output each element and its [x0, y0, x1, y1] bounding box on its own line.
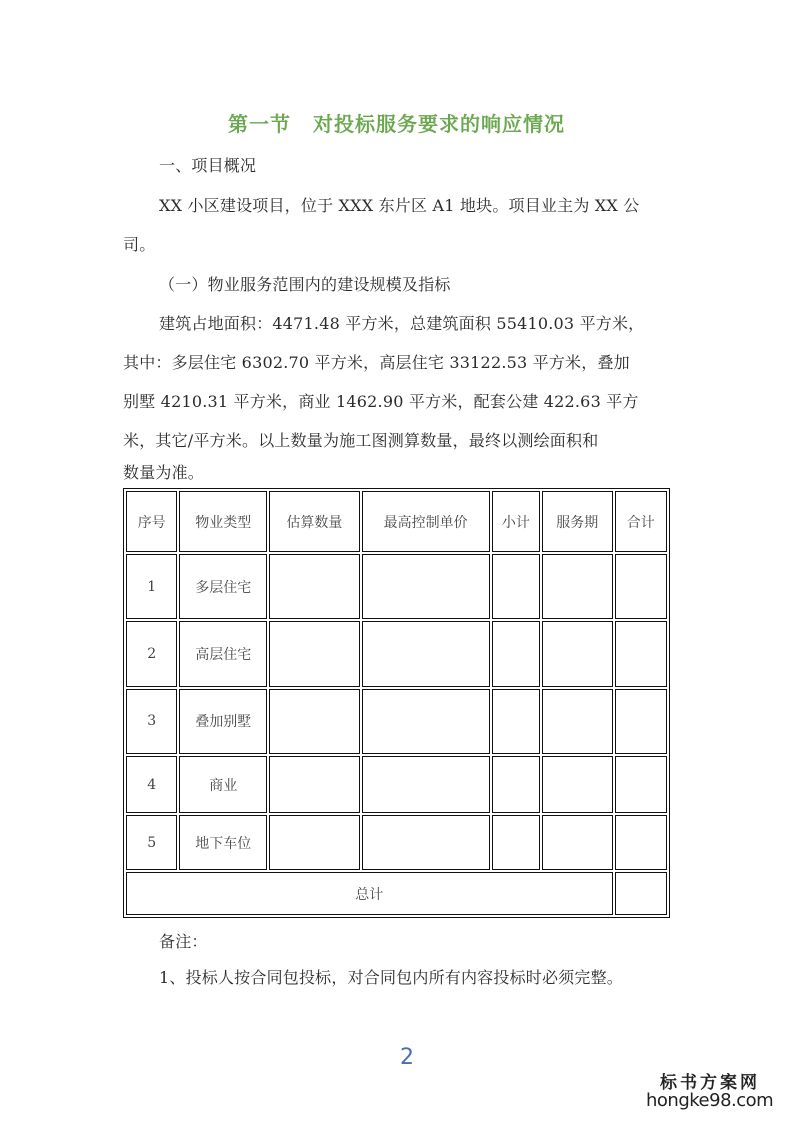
estimated-quantity-cell [269, 554, 360, 619]
row-number: 3 [126, 689, 177, 754]
total-cell [615, 621, 667, 686]
page-number: 2 [400, 1045, 414, 1070]
intro-line-1: XX 小区建设项目，位于 XXX 东片区 A1 地块。项目业主为 XX 公 [159, 196, 640, 215]
scale-line-4: 米，其它/平方米。以上数量为施工图测算数量，最终以测绘面积和 [123, 431, 599, 450]
subtotal-cell [492, 756, 540, 813]
estimated-quantity-cell [269, 621, 360, 686]
intro-line-2: 司。 [123, 235, 156, 254]
header-cell: 服务期 [542, 491, 613, 552]
row-number: 5 [126, 815, 177, 870]
table-row [126, 756, 667, 813]
property-type: 地下车位 [179, 815, 267, 870]
table-header-row [126, 491, 667, 552]
property-type: 多层住宅 [179, 554, 267, 619]
notes-label: 备注： [159, 932, 208, 951]
service-period-cell [542, 554, 613, 619]
estimated-quantity-cell [269, 756, 360, 813]
max-unit-price-cell [362, 689, 490, 754]
heading-project-overview: 一、项目概况 [159, 156, 257, 175]
subtotal-cell [492, 689, 540, 754]
total-cell [615, 815, 667, 870]
section-heading: 对投标服务要求的响应情况 [313, 112, 565, 136]
section-number: 第一节 [228, 112, 291, 136]
header-cell: 最高控制单价 [362, 491, 490, 552]
scale-line-5: 数量为准。 [123, 463, 205, 482]
total-cell [615, 756, 667, 813]
subtotal-cell [492, 815, 540, 870]
table-row [126, 815, 667, 870]
scale-line-1: 建筑占地面积：4471.48 平方米，总建筑面积 55410.03 平方米， [159, 314, 645, 333]
scale-line-2: 其中：多层住宅 6302.70 平方米，高层住宅 33122.53 平方米，叠加 [123, 353, 630, 372]
row-number: 4 [126, 756, 177, 813]
service-period-cell [542, 756, 613, 813]
header-cell: 序号 [126, 491, 177, 552]
estimated-quantity-cell [269, 815, 360, 870]
grand-total-cell [615, 872, 667, 915]
total-label: 总计 [126, 872, 613, 915]
pricing-table [123, 488, 670, 918]
service-period-cell [542, 815, 613, 870]
total-cell [615, 689, 667, 754]
watermark-logo-text: 标书方案网 [660, 1073, 760, 1093]
subheading-scale: （一）物业服务范围内的建设规模及指标 [159, 275, 451, 294]
header-cell: 小计 [492, 491, 540, 552]
watermark-url: hongke98.com [646, 1090, 774, 1111]
table-row [126, 554, 667, 619]
property-type: 高层住宅 [179, 621, 267, 686]
scale-line-3: 别墅 4210.31 平方米，商业 1462.90 平方米，配套公建 422.63 平方 [123, 392, 639, 411]
row-number: 1 [126, 554, 177, 619]
total-cell [615, 554, 667, 619]
service-period-cell [542, 689, 613, 754]
row-number: 2 [126, 621, 177, 686]
subtotal-cell [492, 554, 540, 619]
property-type: 商业 [179, 756, 267, 813]
max-unit-price-cell [362, 815, 490, 870]
estimated-quantity-cell [269, 689, 360, 754]
note-1: 1、投标人按合同包投标，对合同包内所有内容投标时必须完整。 [159, 968, 623, 987]
section-title [0, 108, 793, 137]
table-row [126, 621, 667, 686]
max-unit-price-cell [362, 554, 490, 619]
max-unit-price-cell [362, 756, 490, 813]
header-cell: 物业类型 [179, 491, 267, 552]
header-cell: 估算数量 [269, 491, 360, 552]
service-period-cell [542, 621, 613, 686]
header-cell: 合计 [615, 491, 667, 552]
max-unit-price-cell [362, 621, 490, 686]
subtotal-cell [492, 621, 540, 686]
table-row [126, 689, 667, 754]
property-type: 叠加别墅 [179, 689, 267, 754]
table-total-row [126, 872, 667, 915]
